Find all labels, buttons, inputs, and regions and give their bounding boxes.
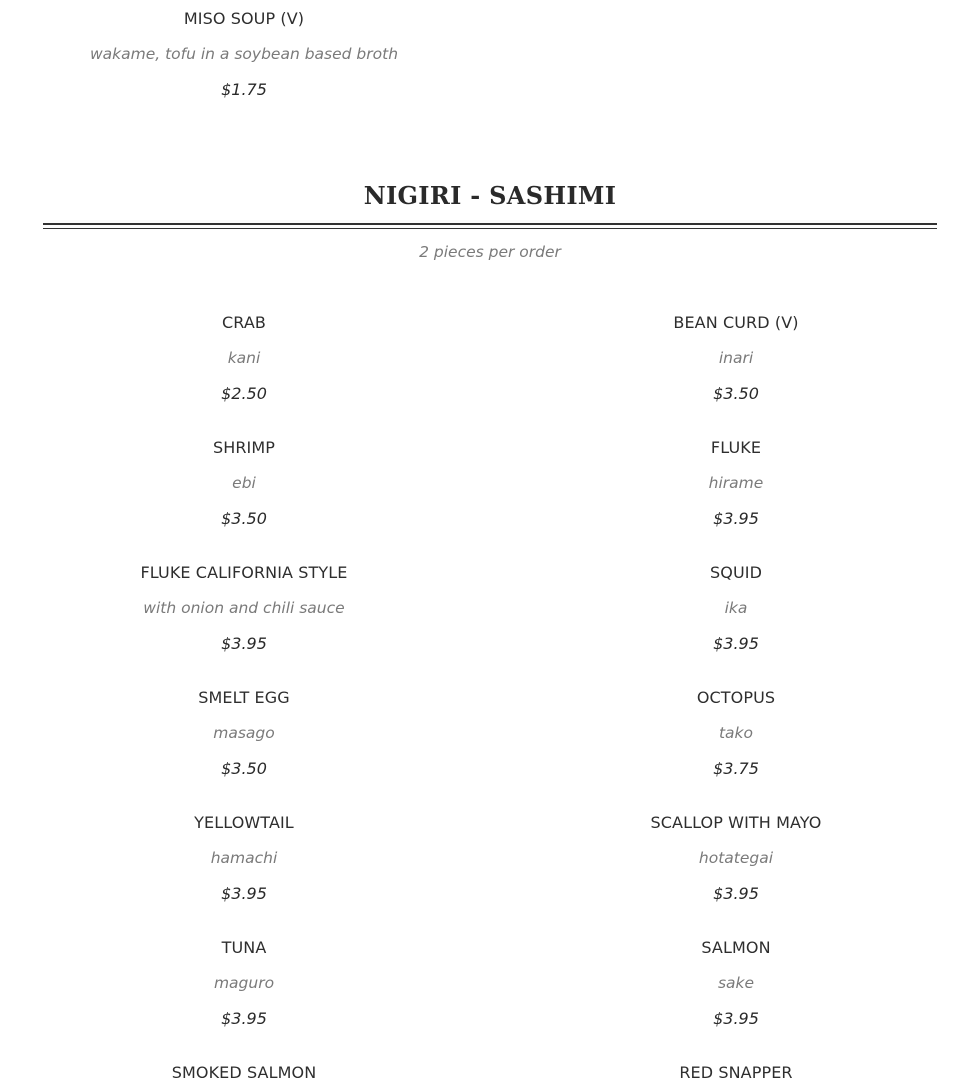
menu-item-price: $3.75 xyxy=(713,759,759,778)
menu-item-description: kani xyxy=(227,349,261,367)
menu-item-price: $3.95 xyxy=(221,634,267,653)
menu-item-name: SCALLOP WITH MAYO xyxy=(650,813,822,832)
menu-item-name: FLUKE xyxy=(710,438,762,457)
menu-item-name: FLUKE CALIFORNIA STYLE xyxy=(140,563,348,582)
menu-item-description: with onion and chili sauce xyxy=(143,599,345,617)
menu-item-description: hirame xyxy=(708,474,764,492)
menu-item-name: RED SNAPPER xyxy=(679,1063,793,1082)
menu-item-name: YELLOWTAIL xyxy=(194,813,294,832)
menu-item-name: BEAN CURD (V) xyxy=(673,313,799,332)
menu-item-price: $3.50 xyxy=(221,759,267,778)
menu-item-name: CRAB xyxy=(222,313,266,332)
section-note: 2 pieces per order xyxy=(419,243,561,261)
menu-item-description: ebi xyxy=(232,474,256,492)
menu-item-description: inari xyxy=(718,349,754,367)
menu-item-price: $2.50 xyxy=(221,384,267,403)
menu-item-price: $1.75 xyxy=(221,80,267,99)
menu-item-name: SMOKED SALMON xyxy=(171,1063,317,1082)
menu-item-name: SALMON xyxy=(701,938,771,957)
menu-item-description: sake xyxy=(717,974,755,992)
menu-item-price: $3.50 xyxy=(221,509,267,528)
menu-item-price: $3.95 xyxy=(713,884,759,903)
menu-item-description: masago xyxy=(213,724,275,742)
menu-item-description: wakame, tofu in a soybean based broth xyxy=(89,45,399,63)
menu-item-price: $3.95 xyxy=(713,634,759,653)
menu-item-price: $3.95 xyxy=(713,1009,759,1028)
menu-item-name: SQUID xyxy=(710,563,762,582)
menu-item-name: MISO SOUP (V) xyxy=(183,9,305,28)
menu-item-price: $3.95 xyxy=(221,1009,267,1028)
menu-item-description: hotategai xyxy=(698,849,774,867)
menu-item-price: $3.95 xyxy=(713,509,759,528)
menu-item-name: SHRIMP xyxy=(212,438,276,457)
menu-item-description: tako xyxy=(718,724,754,742)
menu-item-price: $3.50 xyxy=(713,384,759,403)
menu-item-name: SMELT EGG xyxy=(198,688,290,707)
menu-item-name: TUNA xyxy=(221,938,267,957)
menu-item-name: OCTOPUS xyxy=(696,688,776,707)
menu-item-description: maguro xyxy=(213,974,275,992)
menu-item-description: ika xyxy=(724,599,748,617)
section-divider xyxy=(43,223,937,229)
menu-item-price: $3.95 xyxy=(221,884,267,903)
section-title: NIGIRI - SASHIMI xyxy=(363,181,617,210)
menu-item-description: hamachi xyxy=(210,849,278,867)
